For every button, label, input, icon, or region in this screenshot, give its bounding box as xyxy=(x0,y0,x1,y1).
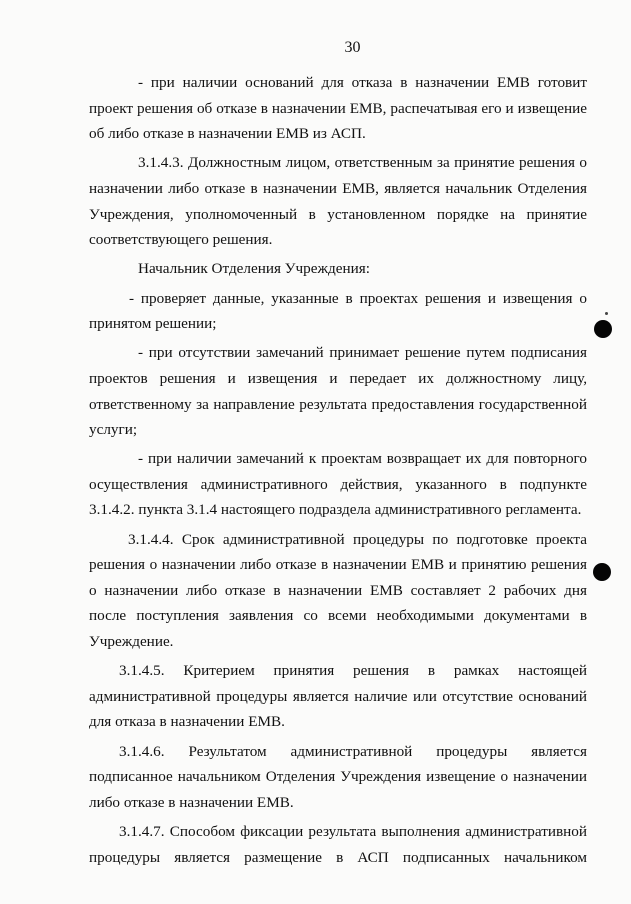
paragraph-3-1-4-5: 3.1.4.5. Критерием принятия решения в рамках настоящей административной процедуры является наличие или отсутствие оснований для отказа в назначении ЕМВ. xyxy=(89,662,587,731)
page-number: 30 xyxy=(344,39,361,56)
paragraph-with-remarks: - при наличии замечаний к проектам возвращает их для повторного осуществления административного действия, указанного в подпункте 3.1.4.2. пункта 3.1.4 настоящего подраздела административного регламента. xyxy=(89,450,587,519)
punch-hole-top xyxy=(594,320,612,338)
scan-speck xyxy=(605,312,608,315)
paragraph-3-1-4-6: 3.1.4.6. Результатом административной процедуры является подписанное начальником Отделения Учреждения извещение о назначении либо отказе в назначении ЕМВ. xyxy=(89,742,587,811)
paragraph-3-1-4-4: 3.1.4.4. Срок административной процедуры по подготовке проекта решения о назначении либо отказе в назначении ЕМВ и принятию решения о назначении либо отказе в назначении ЕМВ составляет 2 рабочих дня после поступления заявления со всеми необходимыми документами в Учреждение. xyxy=(89,530,587,651)
paragraph-refusal-draft: - при наличии оснований для отказа в назначении ЕМВ готовит проект решения об отказе в назначении ЕМВ, распечатывая его и извещение об либо отказе в назначении ЕМВ из АСП. xyxy=(89,74,587,143)
paragraph-3-1-4-7: 3.1.4.7. Способом фиксации результата выполнения административной процедуры является размещение в АСП подписанных начальником xyxy=(89,822,587,866)
paragraph-checks-data: - проверяет данные, указанные в проектах решения и извещения о принятом решении; xyxy=(89,289,587,333)
paragraph-head-of-branch: Начальник Отделения Учреждения: xyxy=(138,260,370,278)
paragraph-no-remarks: - при отсутствии замечаний принимает решение путем подписания проектов решения и извещения и передает их должностному лицу, ответственному за направление результата предоставления государственной услуги; xyxy=(89,344,587,439)
punch-hole-bottom xyxy=(593,563,611,581)
paragraph-3-1-4-3: 3.1.4.3. Должностным лицом, ответственным за принятие решения о назначении либо отказе в назначении ЕМВ, является начальник Отделения Учреждения, уполномоченный в установленном порядке на принятие соответствующего решения. xyxy=(89,154,587,249)
body-text xyxy=(89,70,587,874)
